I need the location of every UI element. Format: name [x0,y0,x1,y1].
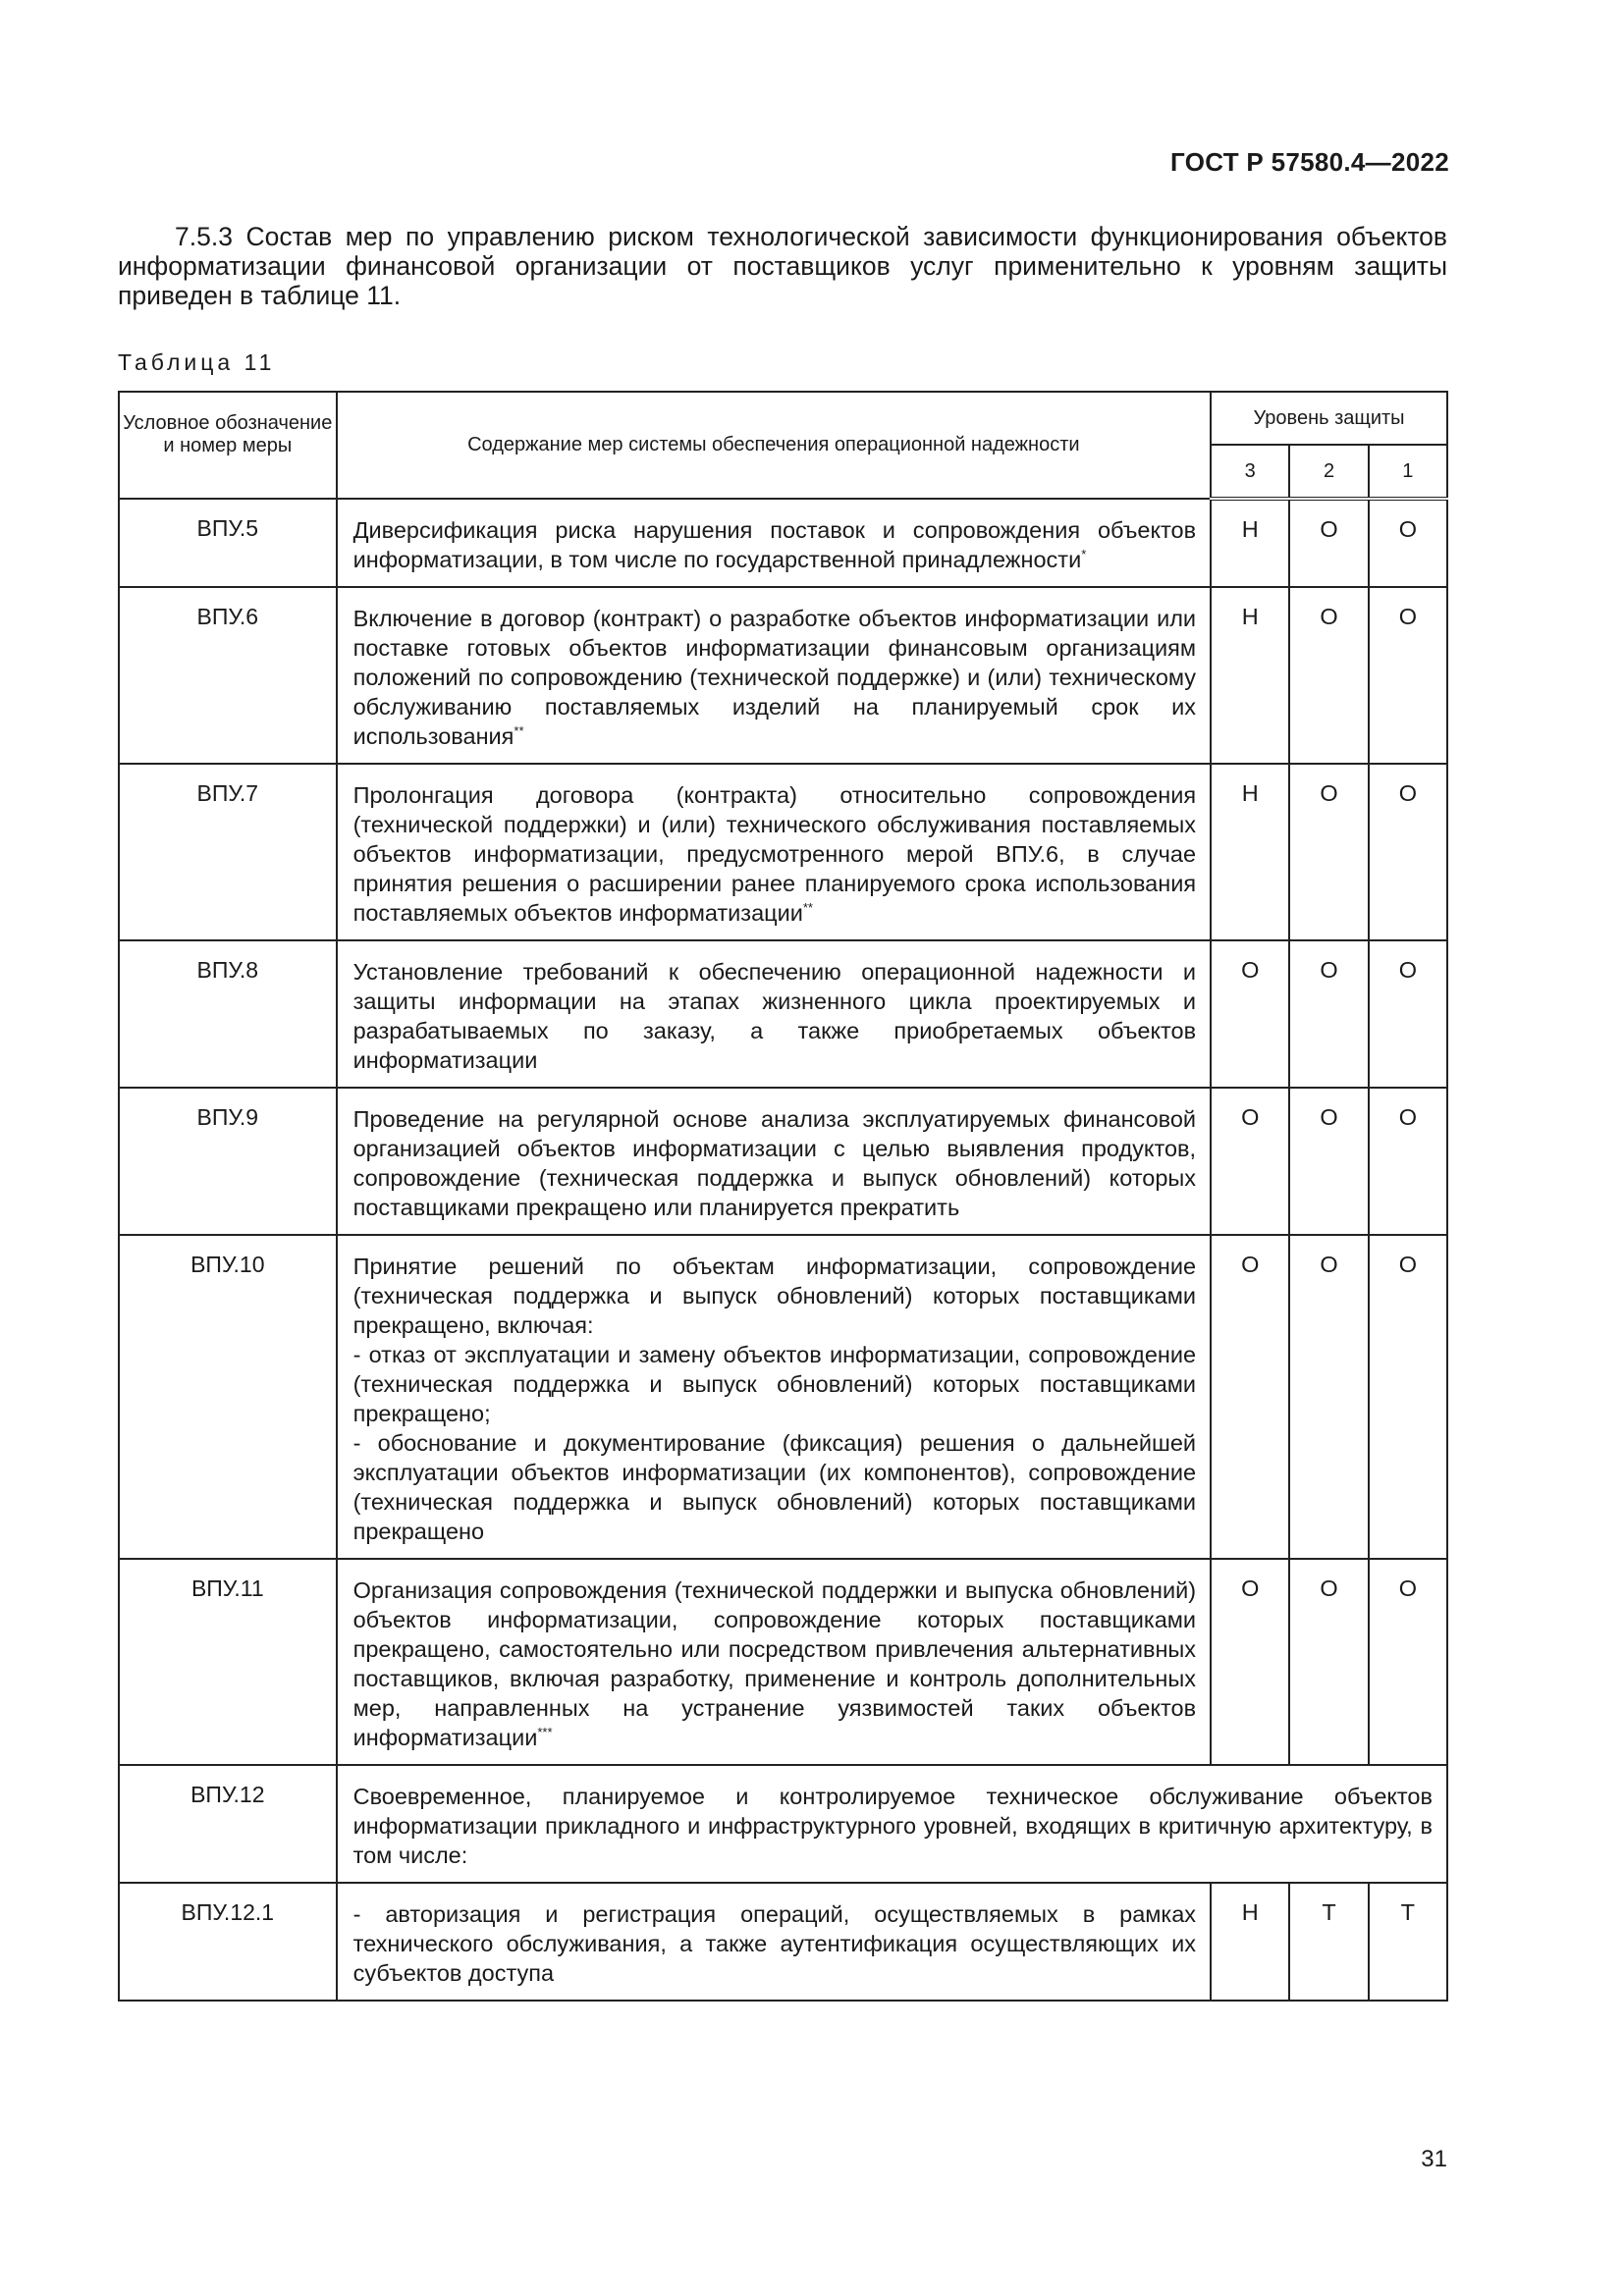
level-2-value: О [1289,1088,1368,1235]
measure-content: Своевременное, планируемое и контролируемое техническое обслуживание объектов информатизации прикладного и инфраструктурного уровней, входящих в критичную архитектуру, в том числе: [337,1765,1447,1883]
table-row [119,1765,1447,1883]
level-3-value: О [1211,1559,1289,1765]
level-2-value: О [1289,940,1368,1088]
table-row [119,587,1447,764]
document-id: ГОСТ Р 57580.4—2022 [1170,147,1449,177]
level-2-value: О [1289,1235,1368,1559]
header-level-2: 2 [1289,445,1368,499]
table-caption: Таблица 11 [118,349,276,375]
footnote-mark: ** [802,900,813,916]
measures-table [118,391,1448,2002]
measure-code: ВПУ.11 [119,1559,337,1765]
measure-content: Установление требований к обеспечению операционной надежности и защиты информации на этапах жизненного цикла проектируемых и разрабатываемых по заказу, а также приобретаемых объектов информатизации [337,940,1211,1088]
level-1-value: Т [1369,1883,1447,2001]
content-line: - отказ от эксплуатации и замену объектов информатизации, сопровождение (техническая поддержка и выпуск обновлений) которых поставщиками прекращено; [352,1342,1197,1426]
footnote-mark: ** [514,723,524,739]
level-1-value: О [1369,587,1447,764]
header-content: Содержание мер системы обеспечения операционной надежности [337,392,1211,499]
measure-content: Диверсификация риска нарушения поставок и сопровождения объектов информатизации, в том числе по государственной принадлежности* [337,499,1211,587]
header-code: Условное обозначение и номер меры [119,392,337,499]
measure-code: ВПУ.12 [119,1765,337,1883]
level-2-value: О [1289,1559,1368,1765]
level-1-value: О [1369,1559,1447,1765]
measure-content: - авторизация и регистрация операций, осуществляемых в рамках технического обслуживания, а также аутентификация осуществляющих их субъектов доступа [337,1883,1211,2001]
measure-code: ВПУ.5 [119,499,337,587]
measure-content: Проведение на регулярной основе анализа эксплуатируемых финансовой организацией объектов информатизации с целью выявления продуктов, сопровождение (техническая поддержка и выпуск обновлений) которых поставщиками прекращено или планируется прекратить [337,1088,1211,1235]
measure-code: ВПУ.6 [119,587,337,764]
measure-code: ВПУ.10 [119,1235,337,1559]
level-2-value: О [1289,499,1368,587]
level-1-value: О [1369,1088,1447,1235]
measure-content: Организация сопровождения (технической поддержки и выпуска обновлений) объектов информатизации, сопровождение которых поставщиками прекращено, самостоятельно или посредством привлечения альтернативных поставщиков, включая разработку, применение и контроль дополнительных мер, направленных на устранение уязвимостей таких объектов информатизации*** [337,1559,1211,1765]
measure-code: ВПУ.8 [119,940,337,1088]
level-1-value: О [1369,764,1447,940]
level-3-value: О [1211,1235,1289,1559]
level-1-value: О [1369,1235,1447,1559]
table-row [119,1235,1447,1559]
measure-code: ВПУ.9 [119,1088,337,1235]
level-1-value: О [1369,499,1447,587]
level-2-value: О [1289,764,1368,940]
table-row [119,1883,1447,2001]
level-2-value: О [1289,587,1368,764]
level-3-value: Н [1211,587,1289,764]
header-level-3: 3 [1211,445,1289,499]
intro-paragraph: 7.5.3 Состав мер по управлению риском технологической зависимости функционирования объектов информатизации финансовой организации от поставщиков услуг применительно к уровням защиты приведен в таблице 11. [118,222,1447,310]
footnote-mark: *** [537,1725,553,1740]
measure-content: Пролонгация договора (контракта) относительно сопровождения (технической поддержки) и (или) технического обслуживания поставляемых объектов информатизации, предусмотренного мерой ВПУ.6, в случае принятия решения о расширении ранее планируемого срока использования поставляемых объектов информатизации** [337,764,1211,940]
measure-code: ВПУ.7 [119,764,337,940]
measure-content: Включение в договор (контракт) о разработке объектов информатизации или поставке готовых объектов информатизации финансовым организациям положений по сопровождению (технической поддержке) и (или) техническому обслуживанию поставляемых изделий на планируемый срок их использования** [337,587,1211,764]
table-row [119,764,1447,940]
level-3-value: Н [1211,1883,1289,2001]
header-level: Уровень защиты [1211,392,1447,445]
table-row [119,1088,1447,1235]
level-3-value: О [1211,1088,1289,1235]
table-row [119,499,1447,587]
level-3-value: О [1211,940,1289,1088]
page-number: 31 [1421,2146,1447,2172]
level-3-value: Н [1211,499,1289,587]
table-row [119,940,1447,1088]
content-line: - обоснование и документирование (фиксация) решения о дальнейшей эксплуатации объектов информатизации (их компонентов), сопровождение (техническая поддержка и выпуск обновлений) которых поставщиками прекращено [352,1430,1197,1544]
header-level-1: 1 [1369,445,1447,499]
table-header-row [119,392,1447,445]
level-2-value: Т [1289,1883,1368,2001]
footnote-mark: * [1081,547,1087,562]
content-line: Принятие решений по объектам информатизации, сопровождение (техническая поддержка и выпуск обновлений) которых поставщиками прекращено, включая: [352,1254,1197,1338]
level-3-value: Н [1211,764,1289,940]
level-1-value: О [1369,940,1447,1088]
measure-code: ВПУ.12.1 [119,1883,337,2001]
measure-content [337,1235,1211,1559]
table-row [119,1559,1447,1765]
